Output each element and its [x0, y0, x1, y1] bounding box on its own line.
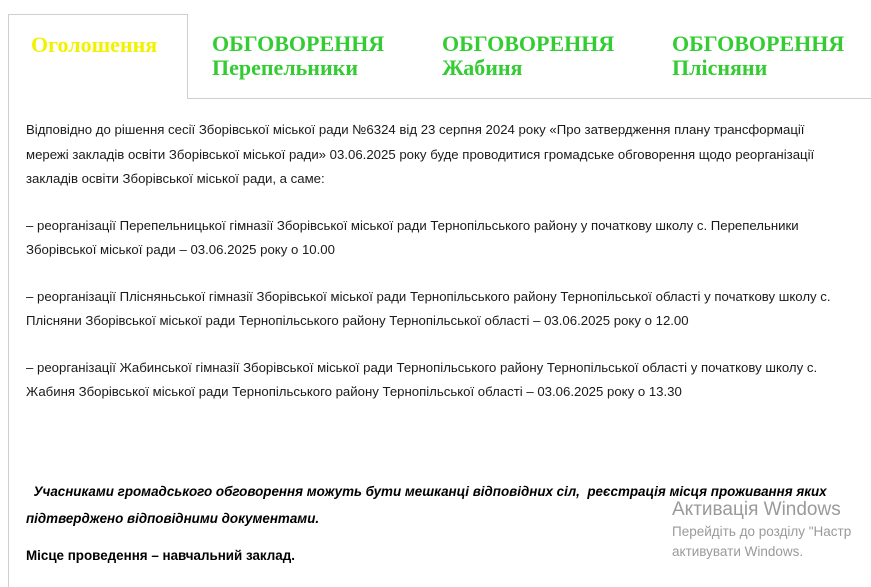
intro-line-1: Відповідно до рішення сесії Зборівської міської ради №6324 від 23 серпня 2024 року «Про затвердження плану трансформації	[26, 122, 805, 137]
tab-discussion-zhabynia-title: ОБГОВОРЕННЯ	[442, 31, 615, 56]
tab-announcements[interactable]	[8, 14, 188, 99]
tab-discussion-perepelnyky-subtitle: Перепельники	[212, 55, 358, 80]
watermark-line-2: активувати Windows.	[672, 544, 804, 559]
item-perepelnyky-line-1: – реорганізації Перепельницької гімназії Зборівської міської ради Тернопільського району у початкову школу с. Перепельники	[26, 217, 799, 233]
tab-discussion-zhabynia-subtitle: Жабиня	[442, 55, 523, 80]
tab-discussion-perepelnyky-title: ОБГОВОРЕННЯ	[212, 31, 385, 56]
announcement-body	[26, 118, 856, 405]
tab-discussion-plisniany-title: ОБГОВОРЕННЯ	[672, 31, 845, 56]
tab-discussion-plisniany[interactable]	[672, 14, 844, 98]
item-zhabynia-line-2: Жабиня Зборівської міської ради Тернопільського району Тернопільської області – 03.06.2025 року о 13.30	[26, 384, 682, 399]
tab-announcements-label: Оголошення	[31, 32, 158, 57]
item-plisniany-line-1: – реорганізації Плісняньської гімназії Зборівської міської ради Тернопільського району Тернопільської області у початкову школу с.	[26, 288, 831, 304]
item-perepelnyky-line-2: Зборівської міської ради – 03.06.2025 року о 10.00	[26, 242, 335, 257]
participants-note-line-2: підтверджено відповідними документами.	[26, 511, 320, 526]
tab-discussion-zhabynia[interactable]	[442, 14, 614, 98]
item-zhabynia-line-1: – реорганізації Жабинської гімназії Зборівської міської ради Тернопільського району Тернопільської області у початкову школу с.	[26, 359, 818, 375]
tab-bar	[0, 0, 871, 98]
item-plisniany-line-2: Плісняни Зборівської міської ради Тернопільського району Тернопільської області – 03.06.2025 року о 12.00	[26, 313, 689, 328]
tab-discussion-perepelnyky[interactable]	[212, 14, 384, 98]
watermark-line-1: Перейдіть до розділу "Настр	[672, 524, 852, 539]
watermark-title: Активація Windows	[672, 499, 841, 520]
intro-line-2: мережі закладів освіти Зборівської міської ради» 03.06.2025 року буде проводитися громадське обговорення щодо реорганізації	[26, 146, 815, 162]
venue-text: Місце проведення – навчальний заклад.	[26, 548, 295, 563]
tab-discussion-plisniany-subtitle: Плісняни	[672, 55, 768, 80]
participants-note-line-1: Учасниками громадського обговорення можуть бути мешканці відповідних сіл, реєстрація місця проживання яких	[26, 484, 827, 499]
windows-activation-watermark	[672, 498, 871, 562]
intro-line-3: закладів освіти Зборівської міської ради, а саме:	[26, 171, 325, 186]
